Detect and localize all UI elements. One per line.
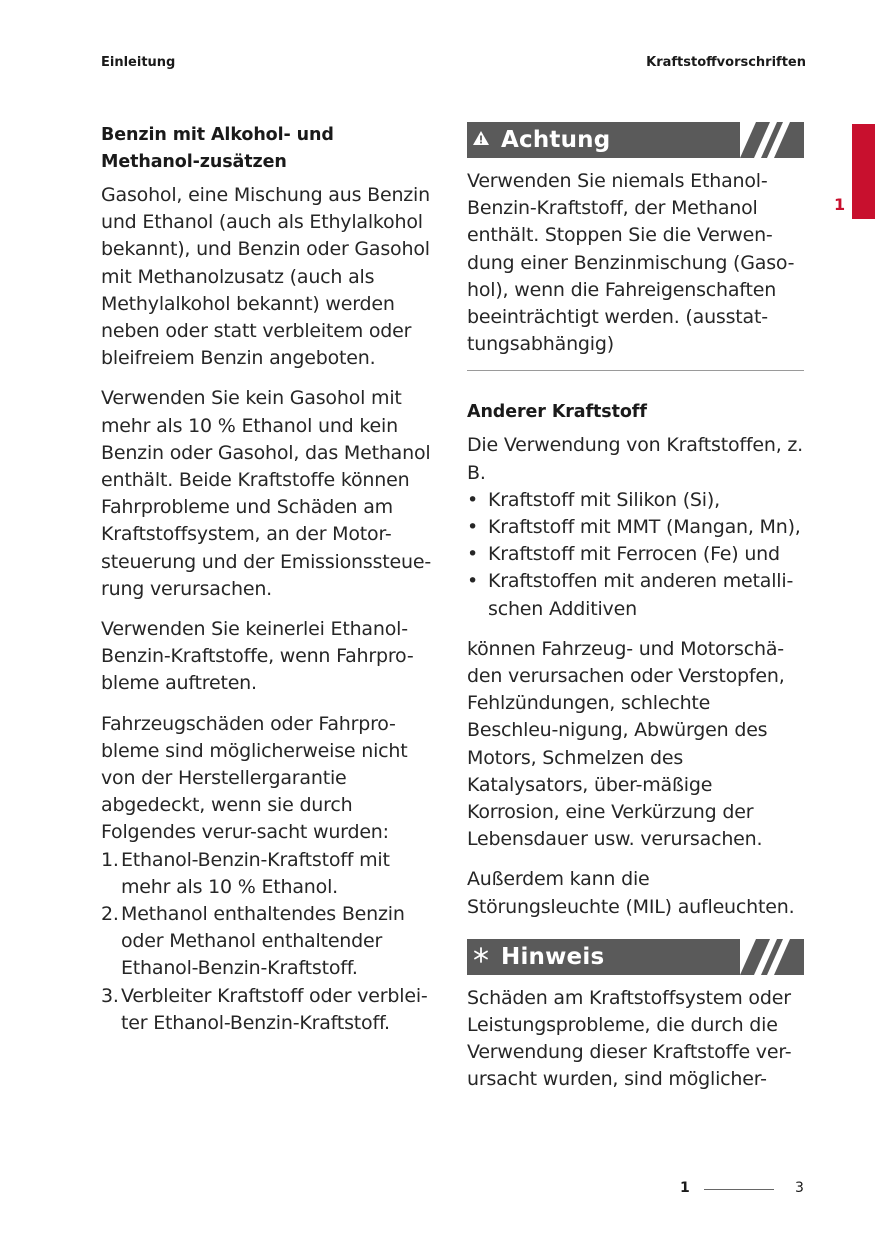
list-item-number: 1. [101, 848, 119, 871]
banner-stripes-decoration [740, 939, 804, 975]
left-column [101, 122, 437, 1037]
bullet-icon: • [467, 570, 479, 593]
header-chapter-title: Kraftstoffvorschriften [646, 55, 806, 70]
note-title: Hinweis [501, 943, 605, 970]
list-item-number: 3. [101, 984, 119, 1007]
list-item [101, 983, 437, 1037]
section-heading-other-fuel: Anderer Kraftstoff [467, 402, 647, 423]
paragraph: Verwenden Sie keinerlei Ethanol-Benzin-Kraftstoffe, wenn Fahrpro-bleme auftreten. [101, 618, 414, 695]
note-banner [467, 939, 804, 975]
right-column [467, 122, 804, 1107]
list-item-text: Kraftstoff mit Silikon (Si), [488, 488, 720, 511]
warning-text: Verwenden Sie niemals Ethanol-Benzin-Kraftstoff, der Methanol enthält. Stoppen Sie die Verwen-dung einer Benzinmischung (Gaso-hol), wenn die Fahreigenschaften beeinträchtigt werden. (ausstat-tungsabhängig) [467, 170, 795, 356]
list-item-text: Verbleiter Kraftstoff oder verblei-ter Ethanol-Benzin-Kraftstoff. [121, 984, 428, 1034]
list-item [467, 541, 804, 568]
banner-stripes-decoration [740, 122, 804, 158]
warning-title: Achtung [501, 127, 611, 153]
chapter-tab-number: 1 [834, 195, 846, 214]
paragraph: Außerdem kann die Störungsleuchte (MIL) aufleuchten. [467, 868, 795, 918]
bullet-list [467, 487, 804, 623]
list-item [467, 568, 804, 622]
list-item-text: Kraftstoff mit Ferrocen (Fe) und [488, 543, 780, 566]
asterisk-icon [472, 946, 490, 968]
list-item-text: Kraftstoffen mit anderen metalli-schen Additiven [488, 570, 794, 620]
list-item [101, 847, 437, 901]
bullet-icon: • [467, 543, 479, 566]
chapter-tab [852, 124, 875, 219]
list-item-text: Methanol enthaltendes Benzin oder Methanol enthaltender Ethanol-Benzin-Kraftstoff. [121, 903, 405, 980]
section-heading-alcohol: Benzin mit Alkohol- und Methanol-zusätzen [101, 125, 334, 172]
warning-banner [467, 122, 804, 158]
list-item-text: Ethanol-Benzin-Kraftstoff mit mehr als 10 % Ethanol. [121, 848, 390, 898]
bullet-icon: • [467, 488, 479, 511]
numbered-list [101, 847, 437, 1037]
divider [467, 370, 804, 371]
list-item [467, 514, 804, 541]
paragraph: Gasohol, eine Mischung aus Benzin und Ethanol (auch als Ethylalkohol bekannt), und Benzin oder Gasohol mit Methanolzusatz (auch als Methylalkohol bekannt) werden neben oder statt verbleitem oder bleifreiem Benzin angeboten. [101, 184, 430, 370]
paragraph: können Fahrzeug- und Motorschä-den verursachen oder Verstopfen, Fehlzündungen, schlechte Beschleu-nigung, Abwürgen des Motors, Schmelzen des Katalysators, über-mäßige Korrosion, eine Verkürzung der Lebensdauer usw. verursachen. [467, 637, 785, 851]
warning-triangle-icon [472, 130, 490, 150]
list-item [101, 901, 437, 983]
list-item-text: Kraftstoff mit MMT (Mangan, Mn), [488, 516, 801, 539]
note-text: Schäden am Kraftstoffsystem oder Leistungsprobleme, die durch die Verwendung dieser Kraftstoffe ver-ursacht wurden, sind möglicher- [467, 986, 792, 1091]
footer-divider [704, 1189, 774, 1190]
bullet-icon: • [467, 516, 479, 539]
header-section-title: Einleitung [101, 55, 176, 70]
paragraph: Verwenden Sie kein Gasohol mit mehr als 10 % Ethanol und kein Benzin oder Gasohol, das Methanol enthält. Beide Kraftstoffe können Fahrprobleme und Schäden am Kraftstoffsystem, an der Motor-steuerung und der Emissionssteue-rung verursachen. [101, 387, 432, 600]
footer-chapter-number: 1 [680, 1180, 690, 1196]
list-item-number: 2. [101, 903, 119, 926]
paragraph: Die Verwendung von Kraftstoffen, z. B. [467, 434, 804, 484]
footer-page-number: 3 [795, 1180, 804, 1196]
paragraph: Fahrzeugschäden oder Fahrpro-bleme sind möglicherweise nicht von der Herstellergarantie abgedeckt, wenn sie durch Folgendes verur-sacht wurden: [101, 712, 408, 844]
list-item [467, 487, 804, 514]
